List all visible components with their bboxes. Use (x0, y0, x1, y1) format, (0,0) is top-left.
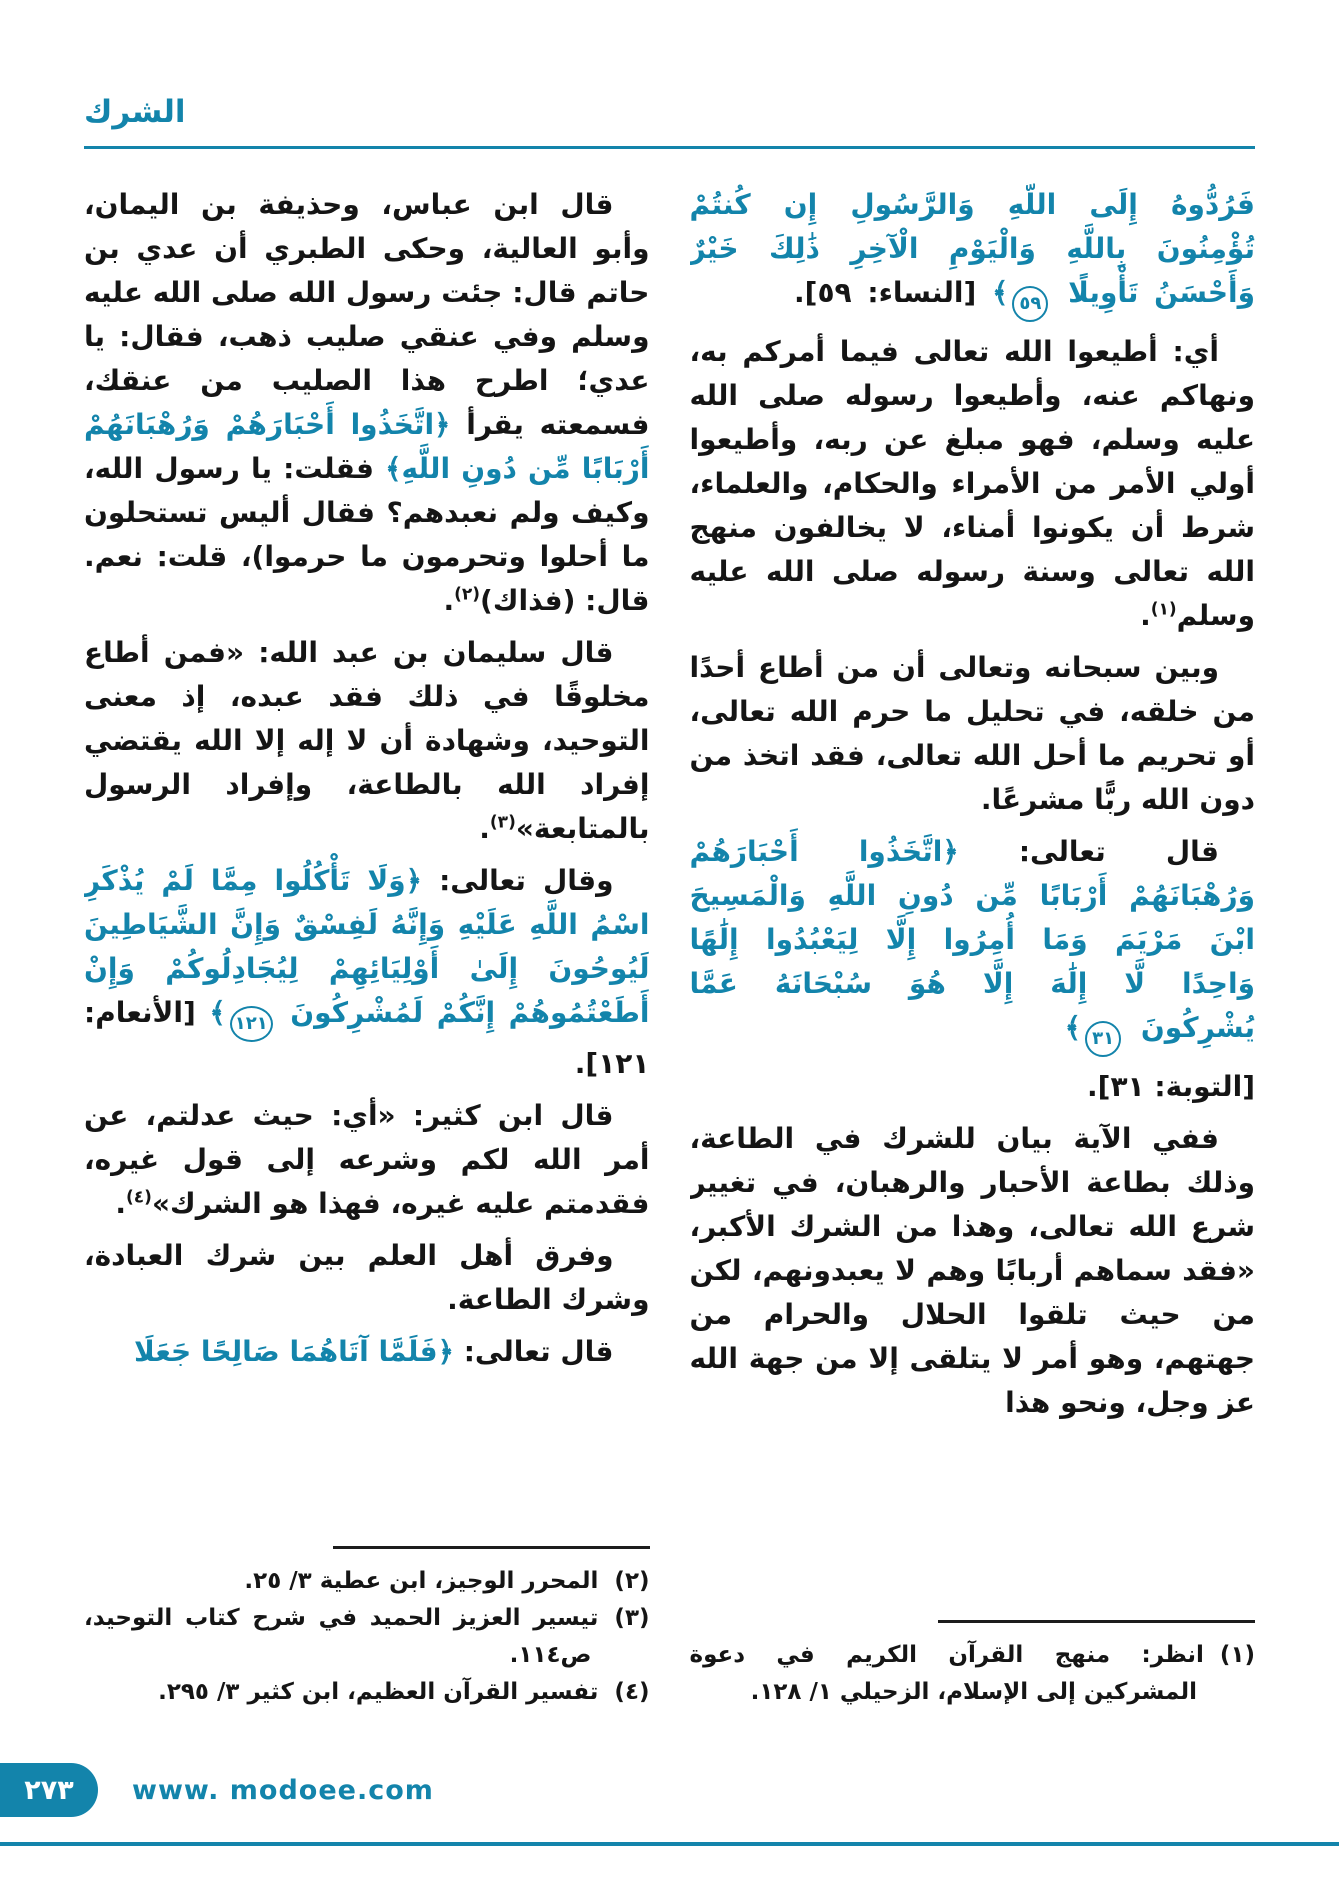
paragraph-sulayman (84, 631, 650, 851)
quran-text: اتَّخَذُوا أَحْبَارَهُمْ وَرُهْبَانَهُمْ أَرْبَابًا مِّن دُونِ اللَّهِ وَالْمَسِيحَ ابْنَ مَرْيَمَ وَمَا أُمِرُوا إِلَّا لِيَعْبُدُوا إِلَٰهًا وَاحِدًا لَّا إِلَٰهَ إِلَّا هُوَ سُبْحَانَهُ عَمَّا يُشْرِكُونَ (689, 835, 1255, 1044)
right-column-footnotes (690, 1620, 1256, 1715)
footnote-marker-4: (٤) (125, 1187, 152, 1208)
paragraph-fafi-alaya (690, 1117, 1256, 1425)
text-segment: . (1140, 599, 1151, 632)
quran-text: فَرُدُّوهُ إِلَى اللَّهِ وَالرَّسُولِ إِن كُنتُمْ تُؤْمِنُونَ بِاللَّهِ وَالْيَوْمِ الْآخِرِ ذَٰلِكَ خَيْرٌ وَأَحْسَنُ تَأْوِيلًا (689, 188, 1255, 309)
footnote-marker-1: (١) (1150, 599, 1177, 620)
quran-text: وَلَا تَأْكُلُوا مِمَّا لَمْ يُذْكَرِ اسْمُ اللَّهِ عَلَيْهِ وَإِنَّهُ لَفِسْقٌ وَإِنَّ الشَّيَاطِينَ لَيُوحُونَ إِلَىٰ أَوْلِيَائِهِمْ لِيُجَادِلُوكُمْ وَإِنْ أَطَعْتُمُوهُمْ إِنَّكُمْ لَمُشْرِكُونَ (84, 864, 650, 1029)
quran-text: ﴿فَلَمَّا آتَاهُمَا صَالِحًا جَعَلَا (133, 1335, 454, 1368)
footer-rule (0, 1842, 1339, 1846)
verse-falamma (84, 1330, 650, 1374)
verse-anam (84, 859, 650, 1086)
text-segment: فقلت: يا رسول الله، وكيف ولم نعبدهم؟ فقال أليس تستحلون ما أحلوا وتحرمون ما حرموا)، قلت: نعم. قال: (فذاك) (84, 452, 650, 617)
text-segment: وبين سبحانه وتعالى أن من أطاع أحدًا من خلقه، في تحليل ما حرم الله تعالى، أو تحريم ما أحل الله تعالى، فقد اتخذ من دون الله ربًّا مشرعًا. (689, 651, 1255, 816)
footnote-text: تيسير العزيز الحميد في شرح كتاب التوحيد، ص١١٤. (84, 1605, 599, 1668)
quran-close-bracket: ﴾ (992, 276, 1009, 309)
running-header (84, 94, 1255, 136)
paragraph-ibn-abbas (84, 183, 650, 623)
footnote-marker-3: (٣) (489, 812, 516, 833)
footnote-separator (333, 1546, 650, 1549)
footnote-number: (٢) (614, 1568, 650, 1594)
footnote-marker-2: (٢) (454, 584, 481, 605)
footnote-number: (٣) (614, 1605, 650, 1631)
footnote-separator (938, 1620, 1255, 1623)
footnote-1 (690, 1637, 1256, 1711)
footnote-2 (84, 1563, 650, 1600)
text-segment: أي: أطيعوا الله تعالى فيما أمركم به، ونهاكم عنه، وأطيعوا رسوله صلى الله عليه وسلم، فهو مبلغ عن ربه، وأطيعوا أولي الأمر من الأمراء والحكام، والعلماء، شرط أن يكونوا أمناء، لا يخالفون منهج الله تعالى وسنة رسوله صلى الله عليه وسلم (689, 335, 1255, 632)
website-url: www. modoee.com (132, 1775, 434, 1806)
verse-reference-anam: [الأنعام: ١٢١]. (84, 996, 650, 1080)
text-segment: . (443, 584, 455, 617)
paragraph-ibn-kathir (84, 1094, 650, 1226)
text-segment: قال ابن عباس، وحذيفة بن اليمان، وأبو العالية، وحكى الطبري أن عدي بن حاتم قال: جئت رسول الله صلى الله عليه وسلم وفي عنقي صليب ذهب، فقال: يا عدي؛ اطرح هذا الصليب من عنقك، فسمعته يقرأ (84, 188, 650, 441)
footnote-text: انظر: منهج القرآن الكريم في دعوة المشركين إلى الإسلام، الزحيلي ١/ ١٢٨. (689, 1642, 1204, 1705)
text-segment: قال سليمان بن عبد الله: «فمن أطاع مخلوقًا في ذلك فقد عبده، إذ معنى التوحيد، وشهادة أن لا إله إلا الله يقتضي إفراد الله بالطاعة، وإفراد الرسول بالمتابعة» (84, 636, 650, 845)
paragraph-bayyana (690, 646, 1256, 822)
quran-close-bracket: ﴾ (209, 996, 226, 1029)
page-number-badge: ٢٧٣ (0, 1763, 98, 1817)
footnote-number: (٤) (614, 1679, 650, 1705)
qala-taala-intro: وقال تعالى: (422, 864, 614, 897)
paragraph-obedience (690, 330, 1256, 638)
running-header-title: الشرك (84, 94, 186, 130)
footnote-text: تفسير القرآن العظيم، ابن كثير ٣/ ٢٩٥. (158, 1679, 599, 1705)
qala-taala-intro: قال تعالى: (453, 1335, 614, 1368)
text-segment: وفرق أهل العلم بين شرك العبادة، وشرك الطاعة. (84, 1239, 650, 1316)
footnote-3 (84, 1600, 650, 1674)
text-columns (84, 183, 1255, 1715)
right-column (690, 183, 1256, 1715)
footnote-text: المحرر الوجيز، ابن عطية ٣/ ٢٥. (244, 1568, 599, 1594)
text-segment: . (115, 1187, 126, 1220)
qala-taala-intro: قال تعالى: (958, 835, 1219, 868)
ayah-number-31: ٣١ (1085, 1021, 1121, 1057)
paragraph-farraqa (84, 1234, 650, 1322)
header-rule (84, 146, 1255, 149)
verse-reference-nisa: [النساء: ٥٩]. (794, 276, 993, 309)
left-column-footnotes (84, 1546, 650, 1715)
footnote-number: (١) (1219, 1642, 1255, 1668)
text-segment: ففي الآية بيان للشرك في الطاعة، وذلك بطاعة الأحبار والرهبان، في تغيير شرع الله تعالى، وهذا من الشرك الأكبر، «فقد سماهم أربابًا وهم لا يعبدونهم، لكن من حيث تلقوا الحلال والحرام من جهتهم، وهو أمر لا يتلقى إلا من جهة الله عز وجل، ونحو هذا (689, 1122, 1255, 1419)
quran-inline-verse: ﴿اتَّخَذُوا أَحْبَارَهُمْ وَرُهْبَانَهُمْ أَرْبَابًا مِّن دُونِ اللَّهِ﴾ (84, 408, 650, 485)
text-segment: . (479, 812, 490, 845)
left-column (84, 183, 650, 1715)
quran-close-bracket: ﴾ (1064, 1011, 1082, 1044)
quran-open-bracket: ﴿ (942, 835, 959, 868)
verse-tawba-reference: [التوبة: ٣١]. (1087, 1070, 1255, 1103)
verse-tawba (690, 830, 1256, 1057)
ayah-number-59: ٥٩ (1012, 286, 1048, 322)
footnote-4 (84, 1674, 650, 1711)
verse-nisa-continuation (690, 183, 1256, 322)
quran-open-bracket: ﴿ (405, 864, 423, 897)
text-segment: قال ابن كثير: «أي: حيث عدلتم، عن أمر الله لكم وشرعه إلى قول غيره، فقدمتم عليه غيره، فهذا هو الشرك» (84, 1099, 650, 1220)
ayah-number-121: ١٢١ (230, 1006, 273, 1042)
